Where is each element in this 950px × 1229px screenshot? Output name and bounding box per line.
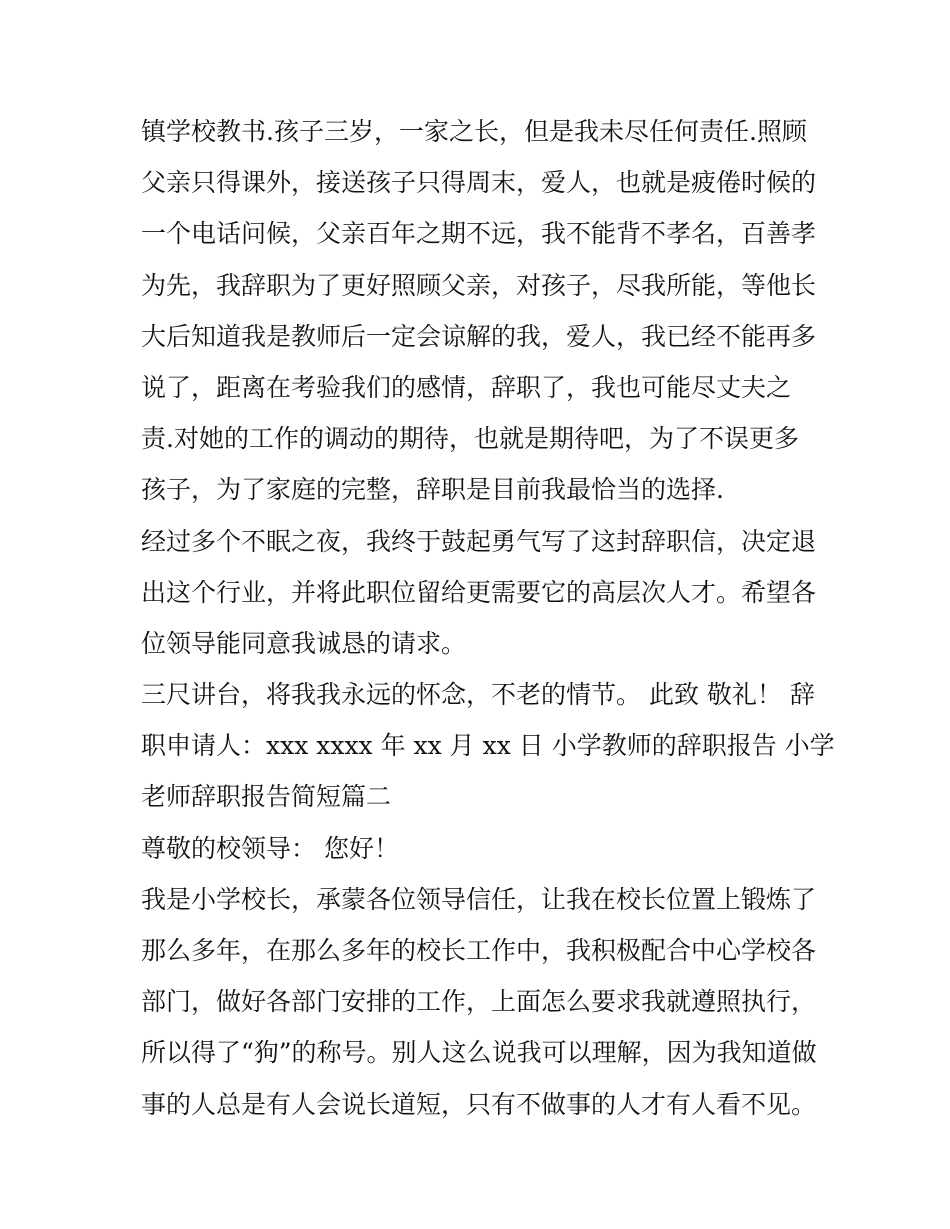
text-line: 那么多年，在那么多年的校长工作中，我积极配合中心学校各 (141, 936, 817, 965)
text-line: 三尺讲台，将我我永远的怀念，不老的情节。 此致 敬礼！ 辞 (141, 680, 815, 710)
text-line: 位领导能同意我诚恳的请求。 (141, 628, 467, 658)
text-line: 大后知道我是教师后一定会谅解的我，爱人，我已经不能再多 (141, 321, 817, 351)
text-line: 说了，距离在考验我们的感情，辞职了，我也可能尽丈夫之 (141, 372, 792, 402)
text-line: 责.对她的工作的调动的期待，也就是期待吧，为了不误更多 (141, 424, 799, 454)
text-line: 所以得了“狗”的称号。别人这么说我可以理解，因为我知道做 (141, 1038, 817, 1068)
text-line: 一个电话问候，父亲百年之期不远，我不能背不孝名，百善孝 (141, 219, 817, 249)
text-line: 父亲只得课外，接送孩子只得周末，爱人，也就是疲倦时候的 (141, 168, 817, 198)
text-line: 尊敬的校领导： 您好！ (141, 833, 399, 863)
text-line: 事的人总是有人会说长道短，只有不做事的人才有人看不见。 (141, 1089, 817, 1119)
text-line: 出这个行业，并将此职位留给更需要它的高层次人才。希望各 (141, 577, 817, 607)
text-line: 职申请人：xxx xxxx 年 xx 月 xx 日 小学教师的辞职报告 小学 (141, 731, 835, 761)
text-line: 孩子，为了家庭的完整，辞职是目前我最恰当的选择. (141, 475, 724, 505)
text-line: 为先，我辞职为了更好照顾父亲，对孩子，尽我所能，等他长 (141, 270, 817, 300)
text-line: 我是小学校长，承蒙各位领导信任，让我在校长位置上锻炼了 (141, 884, 817, 914)
text-line: 镇学校教书.孩子三岁，一家之长，但是我未尽任何责任.照顾 (141, 117, 807, 146)
document-body (141, 106, 835, 1130)
text-line: 老师辞职报告简短篇二 (141, 782, 392, 812)
text-line: 部门，做好各部门安排的工作，上面怎么要求我就遵照执行， (141, 987, 817, 1017)
text-line: 经过多个不眠之夜，我终于鼓起勇气写了这封辞职信，决定退 (141, 526, 817, 556)
